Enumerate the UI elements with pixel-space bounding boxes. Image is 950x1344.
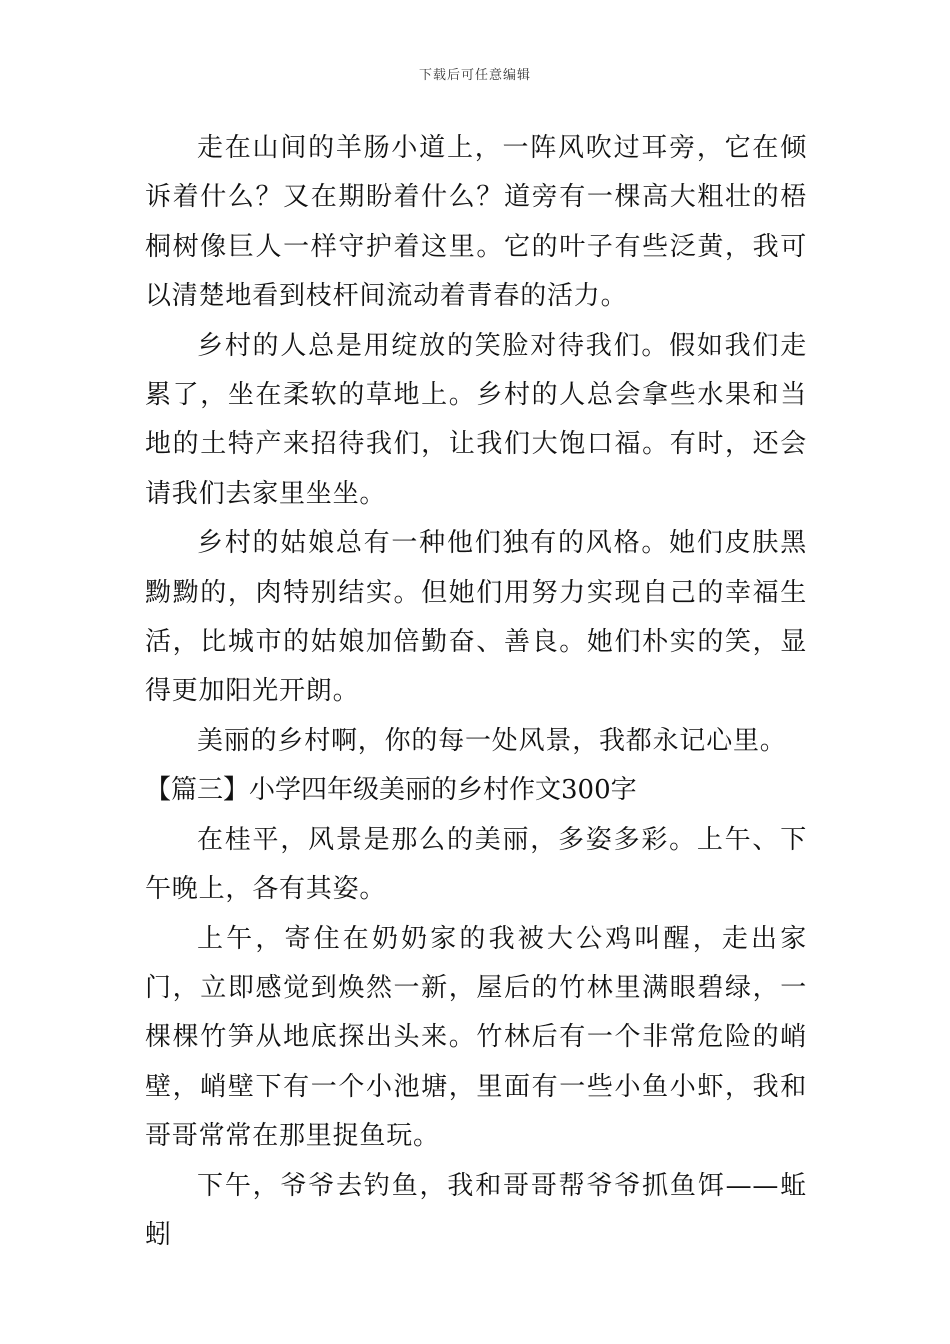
paragraph-afternoon: 下午，爷爷去钓鱼，我和哥哥帮爷爷抓鱼饵——蚯蚓 <box>145 1170 807 1250</box>
section-title: 【篇三】小学四年级美丽的乡村作文300字 <box>145 775 637 806</box>
paragraph-guiping-intro: 在桂平，风景是那么的美丽，多姿多彩。上午、下午晚上，各有其姿。 <box>145 824 807 905</box>
paragraph-morning: 上午，寄住在奶奶家的我被大公鸡叫醒，走出家门，立即感觉到焕然一新，屋后的竹林里满眼碧绿，一棵棵竹笋从地底探出头来。竹林后有一个非常危险的峭壁，峭壁下有一个小池塘，里面有一些小鱼小虾，我和哥哥常常在那里捉鱼玩。 <box>145 923 807 1152</box>
document-body <box>145 124 807 1260</box>
paragraph-tree: 走在山间的羊肠小道上，一阵风吹过耳旁，它在倾诉着什么？又在期盼着什么？道旁有一棵高大粗壮的梧桐树像巨人一样守护着这里。它的叶子有些泛黄，我可以清楚地看到枝杆间流动着青春的活力。 <box>145 133 807 312</box>
paragraph-closing: 美丽的乡村啊，你的每一处风景，我都永记心里。 <box>197 725 787 756</box>
paragraph-village-girls: 乡村的姑娘总有一种他们独有的风格。她们皮肤黑黝黝的，肉特别结实。但她们用努力实现自己的幸福生活，比城市的姑娘加倍勤奋、善良。她们朴实的笑，显得更加阳光开朗。 <box>145 528 807 707</box>
paragraph-villagers: 乡村的人总是用绽放的笑脸对待我们。假如我们走累了，坐在柔软的草地上。乡村的人总会拿些水果和当地的土特产来招待我们，让我们大饱口福。有时，还会请我们去家里坐坐。 <box>145 330 807 509</box>
page-header: 下载后可任意编辑 <box>418 68 531 83</box>
